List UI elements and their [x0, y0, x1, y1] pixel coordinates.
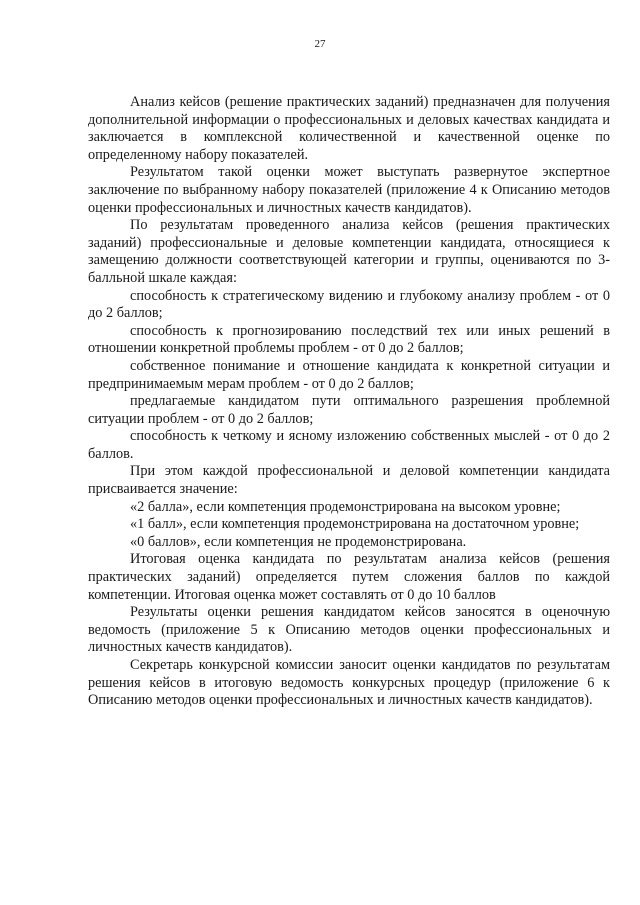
list-item-clear-expression: способность к четкому и ясному изложению собственных мыслей - от 0 до 2 баллов. [88, 428, 610, 462]
paragraph-case-analysis-purpose: Анализ кейсов (решение практических заданий) предназначен для получения дополнительной информации о профессиональных и деловых качествах кандидата и заключается в комплексной количественной и качественной оценке по определенному набору показателей. [88, 94, 610, 163]
list-item-resolution-paths: предлагаемые кандидатом пути оптимального разрешения проблемной ситуации проблем - от 0 до 2 баллов; [88, 393, 610, 427]
list-item-strategic-vision: способность к стратегическому видению и глубокому анализу проблем - от 0 до 2 баллов; [88, 287, 610, 322]
paragraph-scoring-intro: По результатам проведенного анализа кейсов (решения практических заданий) профессиональные и деловые компетенции кандидата, относящиеся к замещению должности соответствующей категории и группы, оцениваются по 3-балльной шкале каждая: [88, 217, 610, 286]
list-item-own-understanding: собственное понимание и отношение кандидата к конкретной ситуации и предпринимаемым мерам проблем - от 0 до 2 баллов; [88, 357, 610, 392]
paragraph-expert-conclusion: Результатом такой оценки может выступать развернутое экспертное заключение по выбранному набору показателей (приложение 4 к Описанию методов оценки профессиональных и личностных качеств кандидатов). [88, 164, 610, 216]
page-number: 27 [314, 38, 326, 50]
paragraph-final-score: Итоговая оценка кандидата по результатам анализа кейсов (решения практических заданий) определяется путем сложения баллов по каждой компетенции. Итоговая оценка может составлять от 0 до 10 баллов [88, 551, 610, 603]
list-item-forecasting: способность к прогнозированию последствий тех или иных решений в отношении конкретной проблемы проблем - от 0 до 2 баллов; [88, 322, 610, 357]
body-text [88, 94, 610, 710]
paragraph-secretary: Секретарь конкурсной комиссии заносит оценки кандидатов по результатам решения кейсов в итоговую ведомость конкурсных процедур (приложение 6 к Описанию методов оценки профессиональных и личностных качеств кандидатов). [88, 657, 610, 709]
score-value-0: «0 баллов», если компетенция не продемонстрирована. [130, 533, 467, 550]
score-value-2: «2 балла», если компетенция продемонстрирована на высоком уровне; [130, 498, 561, 515]
paragraph-values-intro: При этом каждой профессиональной и деловой компетенции кандидата присваивается значение: [88, 463, 610, 498]
score-value-1: «1 балл», если компетенция продемонстрирована на достаточном уровне; [130, 516, 580, 533]
paragraph-evaluation-sheet: Результаты оценки решения кандидатом кейсов заносятся в оценочную ведомость (приложение 5 к Описанию методов оценки профессиональных и личностных качеств кандидатов). [88, 604, 610, 656]
